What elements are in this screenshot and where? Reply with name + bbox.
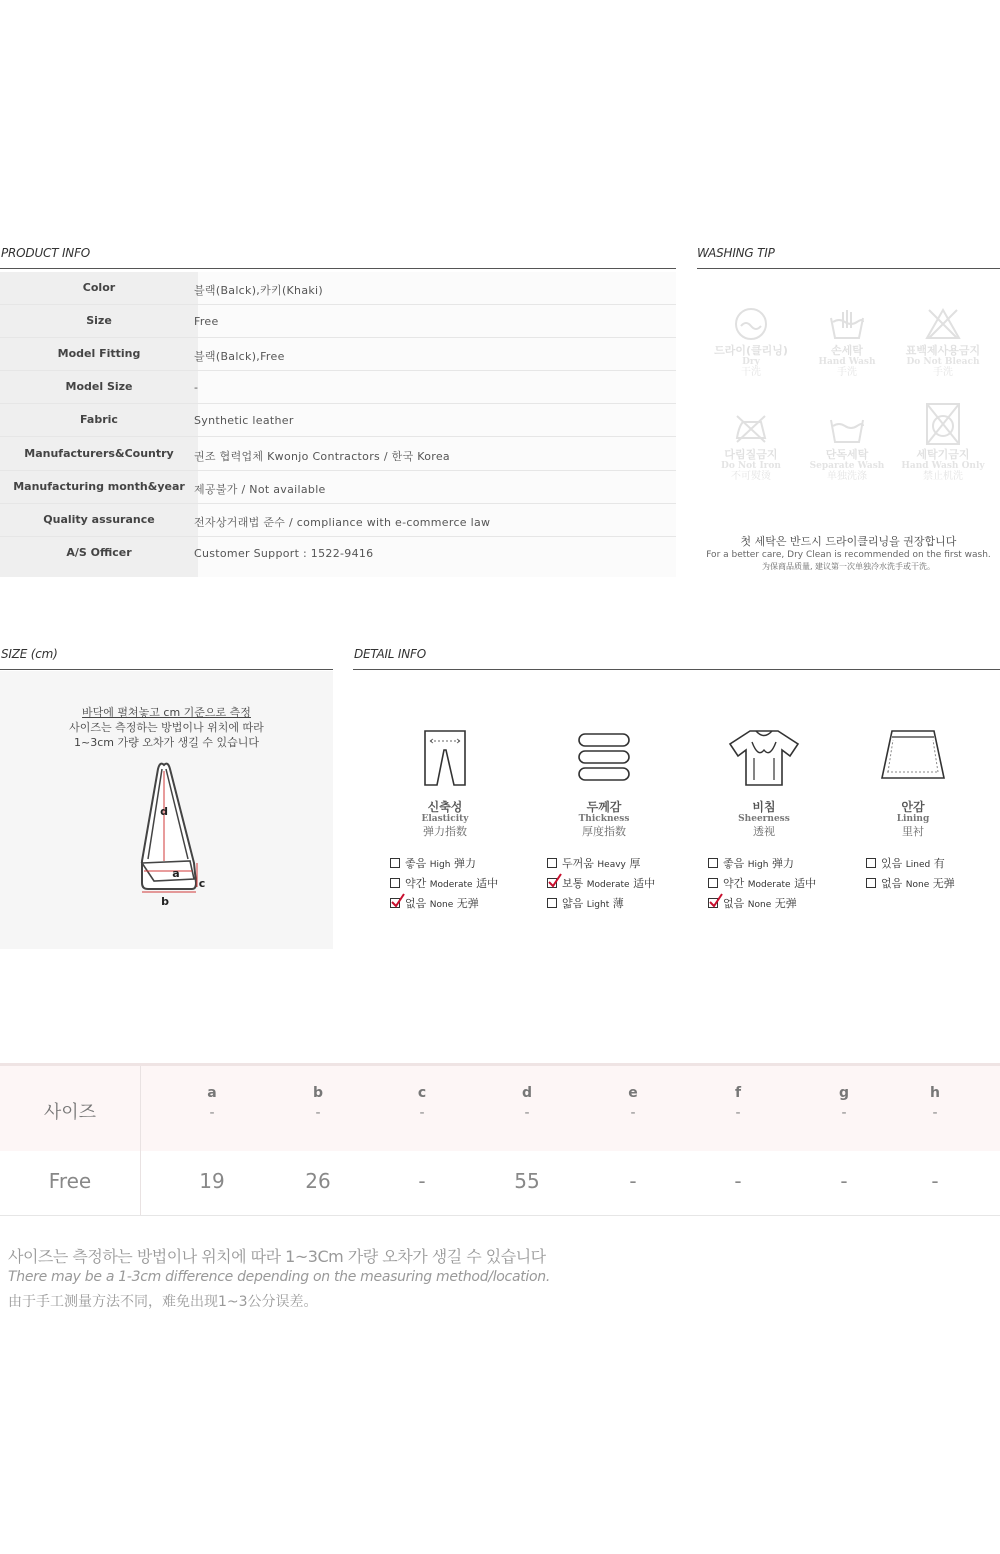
lining-option-lined[interactable]: 있음 Lined 有 <box>866 855 945 871</box>
diagram-label-c: c <box>198 877 206 890</box>
row-label: Model Fitting <box>57 347 141 360</box>
col-header-d: d <box>521 1085 533 1101</box>
washing-tip-rule <box>697 268 1000 269</box>
product-info-row <box>0 272 676 305</box>
row-value: Customer Support : 1522-9416 <box>194 547 374 560</box>
footer-note-cn: 由于手工测量方法不同，难免出现1~3公分误差。 <box>8 1294 318 1310</box>
size-note-3: 1~3cm 가량 오차가 생길 수 있습니다 <box>74 736 259 749</box>
detail-info-rule <box>353 669 1000 670</box>
checkbox-checked[interactable] <box>547 878 557 888</box>
product-info-row <box>0 537 676 570</box>
row-label: Manufacturers&Country <box>24 447 174 460</box>
thickness-option-heavy[interactable]: 두꺼움 Heavy 厚 <box>547 855 640 871</box>
elasticity-icon <box>420 728 470 788</box>
elasticity-option-high[interactable]: 좋음 High 弹力 <box>390 855 476 871</box>
col-header-b: b <box>312 1085 324 1101</box>
dry-clean-icon <box>731 306 771 342</box>
row-label: Color <box>82 281 116 294</box>
footer-note-ko: 사이즈는 측정하는 방법이나 위치에 따라 1~3Cm 가량 오차가 생길 수 있습니다 <box>8 1247 546 1266</box>
cell-e: - <box>629 1169 637 1193</box>
thickness-icon <box>576 728 632 788</box>
row-value: 전자상거래법 준수 / compliance with e-commerce law <box>194 516 491 529</box>
wash-item: 표백제사용금지 Do Not Bleach 手洗 <box>893 306 993 379</box>
col-sub: - <box>524 1105 530 1121</box>
size-title: SIZE (cm) <box>1 647 58 661</box>
cell-g: - <box>840 1169 848 1193</box>
checkbox-checked[interactable] <box>390 898 400 908</box>
product-info-row <box>0 305 676 338</box>
wash-item: 드라이(클리닝) Dry 干洗 <box>701 306 801 379</box>
no-bleach-icon <box>923 306 963 342</box>
separate-wash-icon <box>827 410 867 446</box>
row-value: 권조 협력업체 Kwonjo Contractors / 한국 Korea <box>194 450 450 463</box>
cell-h: - <box>931 1169 939 1193</box>
cell-c: - <box>418 1169 426 1193</box>
checkbox[interactable] <box>390 858 400 868</box>
row-label: Fabric <box>80 413 118 426</box>
checkbox[interactable] <box>866 858 876 868</box>
check-mark-icon <box>391 892 405 908</box>
no-iron-icon <box>731 410 771 446</box>
cell-b: 26 <box>305 1169 331 1193</box>
size-row-header: 사이즈 <box>43 1102 97 1123</box>
washing-tip-title: WASHING TIP <box>697 246 775 260</box>
lining-icon <box>878 728 948 788</box>
product-info-row <box>0 371 676 404</box>
col-sub: - <box>419 1105 425 1121</box>
row-value: Synthetic leather <box>194 414 294 427</box>
product-info-row <box>0 404 676 437</box>
wash-item: 세탁기금지 Hand Wash Only 禁止机洗 <box>893 400 993 483</box>
checkbox[interactable] <box>547 898 557 908</box>
thickness-option-moderate[interactable]: 보통 Moderate 适中 <box>547 875 655 891</box>
checkbox[interactable] <box>390 878 400 888</box>
size-rule <box>0 669 333 670</box>
check-mark-icon <box>709 892 723 908</box>
col-sub: - <box>932 1105 938 1121</box>
thickness-option-light[interactable]: 얇음 Light 薄 <box>547 895 624 911</box>
diagram-label-d: d <box>160 805 168 818</box>
row-label: A/S Officer <box>66 546 132 559</box>
cell-f: - <box>734 1169 742 1193</box>
no-machine-wash-icon <box>923 400 963 446</box>
washing-note: 첫 세탁은 반드시 드라이클리닝을 권장합니다 For a better care, Dry Clean is recommended on the first wash. 为保商品质量, 建议第一次单独冷水洗手或干洗。 <box>706 535 991 571</box>
size-note-2: 사이즈는 측정하는 방법이나 위치에 따라 <box>69 721 264 734</box>
product-info-title: PRODUCT INFO <box>1 246 91 260</box>
product-info-row <box>0 504 676 537</box>
row-value: 블랙(Balck),Free <box>194 350 285 363</box>
col-sub: - <box>315 1105 321 1121</box>
col-header-f: f <box>734 1085 742 1101</box>
row-value: 제공불가 / Not available <box>194 483 326 496</box>
wash-item: 손세탁 Hand Wash 手洗 <box>797 306 897 379</box>
col-sub: - <box>630 1105 636 1121</box>
row-label: Model Size <box>65 380 133 393</box>
size-diagram-panel <box>0 671 333 949</box>
detail-thickness: 두께감 Thickness 厚度指数 <box>524 728 684 838</box>
checkbox[interactable] <box>708 858 718 868</box>
row-value: Free <box>194 315 219 328</box>
check-mark-icon <box>548 872 562 888</box>
detail-elasticity: 신축성 Elasticity 弹力指数 <box>365 728 525 838</box>
col-header-c: c <box>417 1085 427 1101</box>
row-value: - <box>194 381 199 394</box>
cell-d: 55 <box>514 1169 540 1193</box>
detail-info-title: DETAIL INFO <box>354 647 426 661</box>
row-value: 블랙(Balck),카키(Khaki) <box>194 284 323 297</box>
col-header-g: g <box>838 1085 850 1101</box>
hand-wash-icon <box>827 306 867 342</box>
product-info-row <box>0 338 676 371</box>
washing-tip-panel <box>697 272 1000 577</box>
size-table <box>0 1063 1000 1216</box>
checkbox[interactable] <box>547 858 557 868</box>
elasticity-option-none[interactable]: 없음 None 无弹 <box>390 895 479 911</box>
col-header-a: a <box>207 1085 217 1101</box>
col-sub: - <box>841 1105 847 1121</box>
sheerness-option-none[interactable]: 없음 None 无弹 <box>708 895 797 911</box>
product-info-row <box>0 438 676 471</box>
sheerness-option-moderate[interactable]: 약간 Moderate 适中 <box>708 875 816 891</box>
detail-lining: 안감 Lining 里衬 <box>833 728 993 838</box>
diagram-label-a: a <box>172 867 180 880</box>
row-label: Size <box>86 314 112 327</box>
size-note-1: 바닥에 펼쳐놓고 cm 기준으로 측정 <box>82 706 251 719</box>
row-label: Quality assurance <box>43 513 155 526</box>
lining-option-none[interactable]: 없음 None 无弹 <box>866 875 955 891</box>
sheerness-icon <box>728 728 800 788</box>
checkbox-checked[interactable] <box>708 898 718 908</box>
detail-sheerness: 비침 Sheerness 透视 <box>684 728 844 838</box>
bag-diagram-icon <box>130 759 220 909</box>
col-header-e: e <box>628 1085 638 1101</box>
row-label: Manufacturing month&year <box>13 480 185 493</box>
checkbox[interactable] <box>708 878 718 888</box>
footer-note-en: There may be a 1-3cm difference depending on the measuring method/location. <box>8 1269 550 1285</box>
wash-item: 단독세탁 Separate Wash 单独洗涤 <box>797 410 897 483</box>
product-info-row <box>0 471 676 504</box>
checkbox[interactable] <box>866 878 876 888</box>
product-info-rule <box>0 268 676 269</box>
col-sub: - <box>735 1105 741 1121</box>
elasticity-option-moderate[interactable]: 약간 Moderate 适中 <box>390 875 498 891</box>
col-header-h: h <box>930 1085 940 1101</box>
sheerness-option-high[interactable]: 좋음 High 弹力 <box>708 855 794 871</box>
wash-item: 다림질금지 Do Not Iron 不可熨烫 <box>701 410 801 483</box>
size-free-label: Free <box>48 1169 92 1193</box>
product-info-table <box>0 272 676 577</box>
col-sub: - <box>209 1105 215 1121</box>
diagram-label-b: b <box>161 895 169 908</box>
cell-a: 19 <box>199 1169 225 1193</box>
